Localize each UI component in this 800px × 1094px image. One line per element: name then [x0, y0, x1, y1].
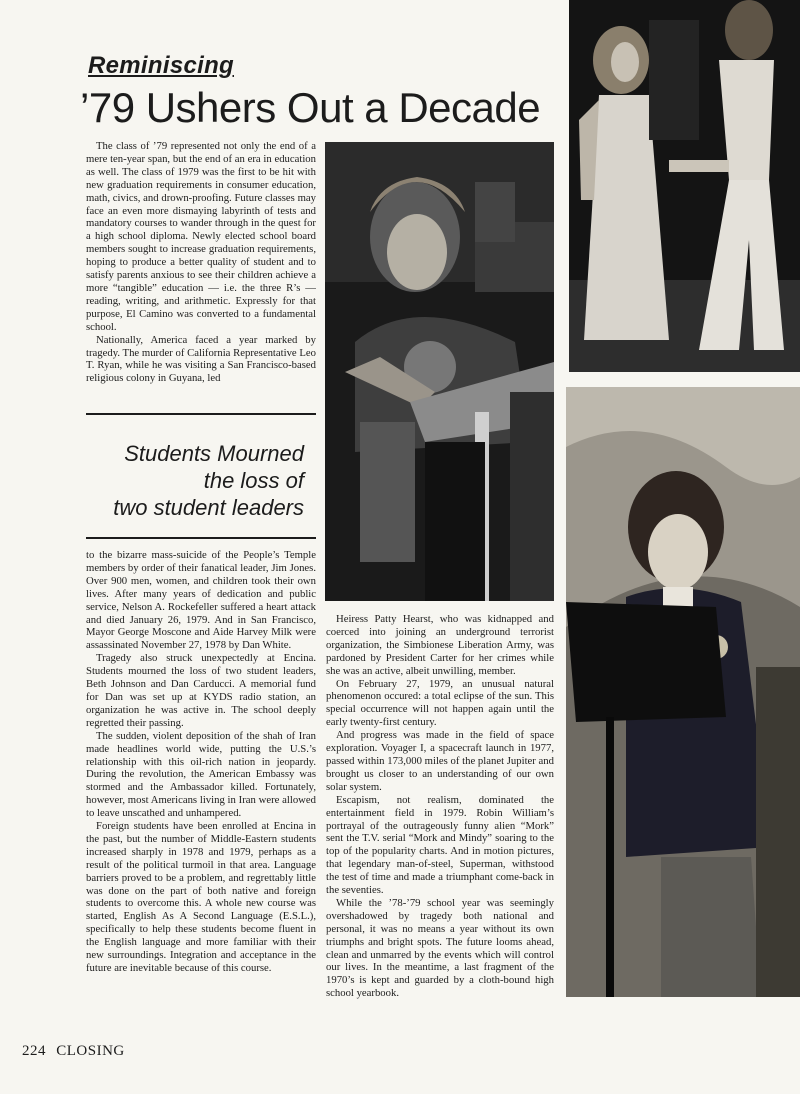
paragraph: The class of ’79 represented not only the end of a mere ten-year span, but the end of an era in education as well. The class of 1979 was the first to be hit with new graduation requirements in consumer education, math, civics, and drown-proofing. Future classes may face an even more dismaying labyrinth of tests and mandatory courses to wander through in the quest for a high school diploma. Newly elected school board members sought to increase graduation requirements, hoping to produce a better quality of student and to satisfy parents anxious to see their children achieve a more “tangible” education — i.e. the three R’s — reading, writing, and arithmetic. Expressly for that purpose, El Camino was converted to a fundamental school. [86, 140, 316, 333]
photo-student-at-desk [325, 142, 554, 601]
pullquote [96, 440, 304, 521]
pullquote-rule-bottom [86, 537, 316, 539]
pullquote-rule-top [86, 413, 316, 415]
paragraph: The sudden, violent deposition of the shah of Iran made headlines world wide, putting the U.S.’s relationship with this oil-rich nation in jeopardy. During the revolution, the American Embassy was stormed and the Ambassador killed. Fortunately, however, most Americans living in Iran were allowed to leave unscathed and unhampered. [86, 729, 316, 820]
page-footer [22, 1043, 125, 1060]
pullquote-line: the loss of [203, 468, 304, 493]
paragraph: Heiress Patty Hearst, who was kidnapped and coerced into joining an underground terrorist organization, the Simbionese Liberation Army, was pardoned by President Carter for her crimes while she was an active, albeit unwilling, member. [326, 613, 554, 677]
paragraph: Foreign students have been enrolled at Encina in the past, but the number of Middle-Eastern students increased sharply in 1978 and 1979, perhaps as a result of the political turmoil in that area. Language barriers proved to be a problem, and regrettably little was done on the part of both native and foreign students to overcome this. A whole new course was started, English As A Second Language (E.S.L.), specifically to help these students become fluent in the English language and more familiar with their new surroundings. Integration and acceptance in the future are inevitable because of this course. [86, 820, 316, 974]
page-title: ’79 Ushers Out a Decade [80, 84, 541, 131]
paragraph: On February 27, 1979, an unusual natural phenomenon occured: a total eclipse of the sun. This special occurrence will not happen again until the early twenty-first century. [326, 677, 554, 729]
page-number: 224 [22, 1043, 46, 1059]
photo-dancing-couple [569, 0, 800, 372]
pullquote-line: Students Mourned [124, 441, 304, 466]
pullquote-line: two student leaders [113, 495, 304, 520]
paragraph: Escapism, not realism, dominated the entertainment field in 1979. Robin William’s portrayal of the outrageously funny alien “Mork” sent the T.V. serial “Mork and Mindy” soaring to the top of the popularity charts. And in motion pictures, that legendary man-of-steel, Superman, withstood the test of time and made a triumphant come-back in the seventies. [326, 793, 554, 897]
article-column-top [86, 140, 316, 385]
paragraph: to the bizarre mass-suicide of the People’s Temple members by order of their fanatical leader, Jim Jones. Over 900 men, women, and children took their own lives. After many years of dedication and public service, Nelson A. Rockefeller suffered a heart attack and died January 26, 1979. And in San Francisco, Mayor George Moscone and Aide Harvey Milk were assassinated November 27, 1978 by Dan White. [86, 549, 316, 652]
section-name: CLOSING [56, 1043, 125, 1059]
paragraph: While the ’78-’79 school year was seemingly overshadowed by tragedy both national and personal, it was no means a year without its own triumphs and bright spots. The future looms ahead, clean and unmarred by the events which will control our lives. In the meantime, a last fragment of the 1970’s is kept and guarded by a cloth-bound high school yearbook. [326, 896, 554, 1000]
article-column-middle [326, 613, 554, 1000]
paragraph: And progress was made in the field of space exploration. Voyager I, a spacecraft launch in 1977, passed within 173,000 miles of the planet Jupiter and brought us closer to an understanding of our own solar system. [326, 729, 554, 793]
photo-student-speaker [566, 387, 800, 997]
paragraph: Nationally, America faced a year marked by tragedy. The murder of California Representative Leo T. Ryan, while he was visiting a San Francisco-based religious colony in Guyana, led [86, 333, 316, 385]
kicker: Reminiscing [88, 52, 234, 79]
paragraph: Tragedy also struck unexpectedly at Encina. Students mourned the loss of two student leaders, Beth Johnson and Dan Carducci. A memorial fund for Dan was set up at KYDS radio station, an organization he was active in. The school deeply regretted their passing. [86, 652, 316, 729]
article-column-left [86, 549, 316, 975]
